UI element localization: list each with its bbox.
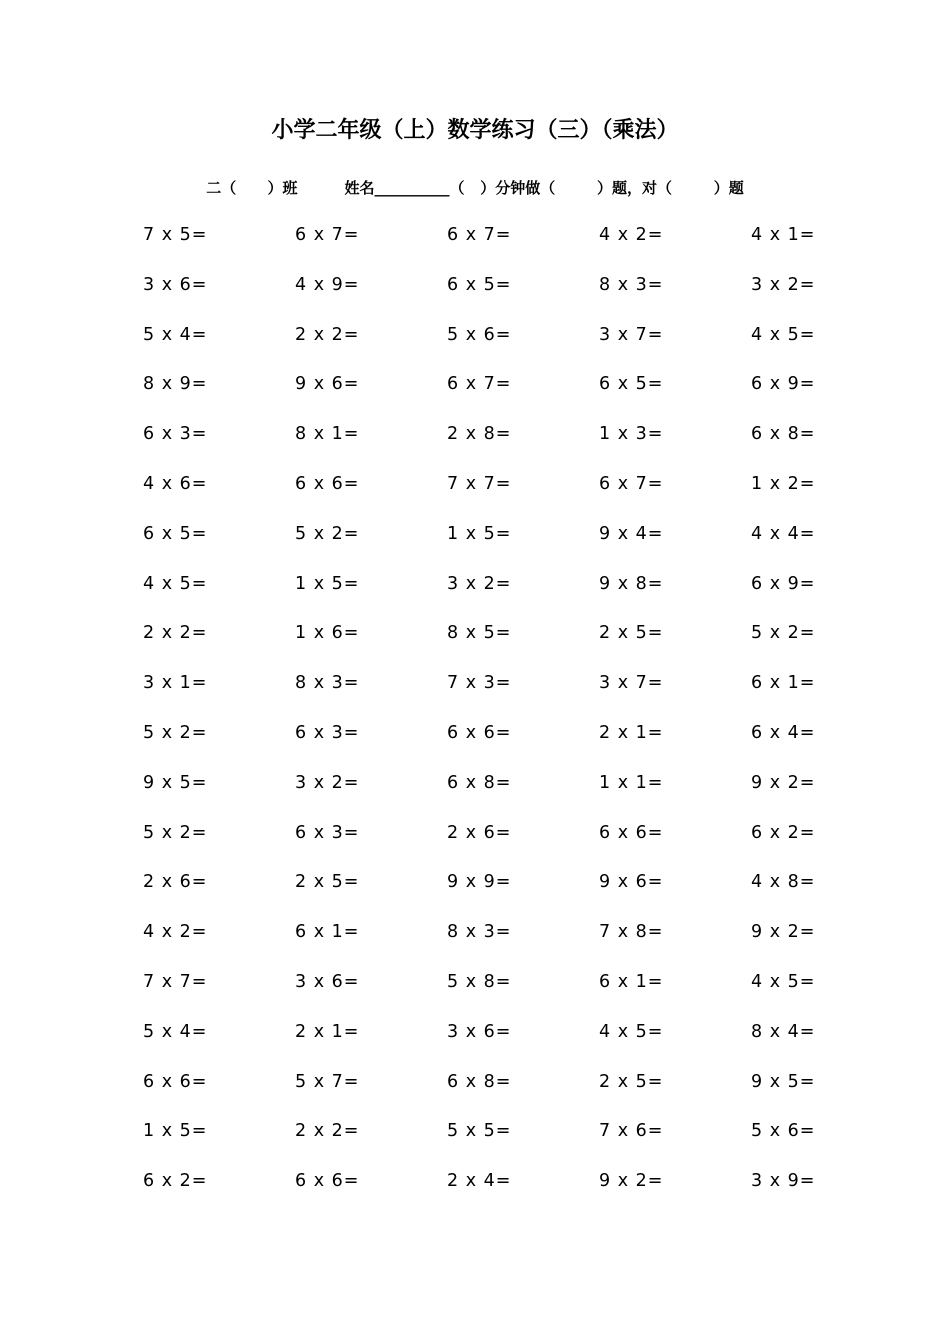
problem-item: 9 x 8= xyxy=(599,573,664,594)
problem-item: 1 x 5= xyxy=(447,523,512,544)
problem-item: 4 x 9= xyxy=(295,274,360,295)
problem-item: 6 x 5= xyxy=(447,274,512,295)
problem-item: 6 x 6= xyxy=(447,722,512,743)
problem-item: 1 x 1= xyxy=(599,772,664,793)
problem-item: 3 x 6= xyxy=(447,1021,512,1042)
problem-item: 5 x 2= xyxy=(295,523,360,544)
problem-item: 2 x 2= xyxy=(295,324,360,345)
problem-item: 7 x 6= xyxy=(599,1121,664,1142)
problem-item: 2 x 1= xyxy=(295,1021,360,1042)
problem-item: 8 x 3= xyxy=(447,922,512,943)
problem-item: 6 x 2= xyxy=(143,1171,208,1192)
problem-item: 5 x 6= xyxy=(751,1121,816,1142)
problem-item: 5 x 7= xyxy=(295,1071,360,1092)
problem-item: 5 x 6= xyxy=(447,324,512,345)
problem-item: 6 x 3= xyxy=(295,722,360,743)
problem-item: 1 x 5= xyxy=(295,573,360,594)
problem-item: 7 x 8= xyxy=(599,922,664,943)
page-title: 小学二年级（上）数学练习（三）（乘法） xyxy=(271,118,679,143)
problem-item: 9 x 6= xyxy=(599,872,664,893)
problem-item: 6 x 1= xyxy=(599,971,664,992)
problem-item: 8 x 3= xyxy=(295,673,360,694)
problem-item: 7 x 3= xyxy=(447,673,512,694)
problem-item: 6 x 9= xyxy=(751,573,816,594)
problem-item: 7 x 5= xyxy=(143,225,208,245)
problem-item: 5 x 2= xyxy=(751,623,816,644)
problem-item: 9 x 6= xyxy=(295,374,360,395)
problem-item: 3 x 6= xyxy=(143,274,208,295)
problem-item: 5 x 2= xyxy=(143,822,208,843)
problem-item: 5 x 5= xyxy=(447,1121,512,1142)
problem-item: 1 x 2= xyxy=(751,473,816,494)
problem-item: 2 x 5= xyxy=(295,872,360,893)
problem-item: 6 x 1= xyxy=(751,673,816,694)
problem-item: 9 x 2= xyxy=(751,772,816,793)
problem-item: 6 x 6= xyxy=(599,822,664,843)
problem-item: 5 x 4= xyxy=(143,1021,208,1042)
problem-item: 6 x 1= xyxy=(295,922,360,943)
problem-item: 4 x 6= xyxy=(143,473,208,494)
problem-item: 2 x 2= xyxy=(295,1121,360,1142)
problem-item: 5 x 4= xyxy=(143,324,208,345)
problem-item: 4 x 8= xyxy=(751,872,816,893)
problem-item: 6 x 7= xyxy=(447,374,512,395)
problem-item: 6 x 5= xyxy=(599,374,664,395)
problem-item: 2 x 6= xyxy=(143,872,208,893)
problem-item: 3 x 7= xyxy=(599,673,664,694)
problem-item: 7 x 7= xyxy=(447,473,512,494)
problem-item: 8 x 1= xyxy=(295,424,360,445)
problem-item: 4 x 2= xyxy=(599,225,664,245)
problem-item: 3 x 7= xyxy=(599,324,664,345)
problem-item: 4 x 5= xyxy=(599,1021,664,1042)
problem-item: 6 x 7= xyxy=(447,225,512,245)
problem-item: 6 x 8= xyxy=(447,772,512,793)
problem-item: 3 x 2= xyxy=(751,274,816,295)
problem-item: 2 x 8= xyxy=(447,424,512,445)
problem-item: 4 x 2= xyxy=(143,922,208,943)
problem-item: 6 x 3= xyxy=(295,822,360,843)
problem-item: 1 x 5= xyxy=(143,1121,208,1142)
problem-item: 8 x 5= xyxy=(447,623,512,644)
problem-item: 5 x 2= xyxy=(143,722,208,743)
problem-grid xyxy=(143,220,903,1216)
problem-item: 4 x 5= xyxy=(751,324,816,345)
problem-item: 6 x 6= xyxy=(295,1171,360,1192)
problem-item: 6 x 8= xyxy=(751,424,816,445)
problem-item: 6 x 7= xyxy=(599,473,664,494)
problem-item: 6 x 3= xyxy=(143,424,208,445)
problem-item: 2 x 4= xyxy=(447,1171,512,1192)
problem-item: 9 x 4= xyxy=(599,523,664,544)
problem-item: 6 x 7= xyxy=(295,225,360,245)
problem-item: 6 x 6= xyxy=(295,473,360,494)
problem-item: 4 x 5= xyxy=(751,971,816,992)
problem-item: 6 x 9= xyxy=(751,374,816,395)
problem-item: 7 x 7= xyxy=(143,971,208,992)
problem-item: 6 x 6= xyxy=(143,1071,208,1092)
problem-item: 4 x 1= xyxy=(751,225,816,245)
problem-item: 1 x 3= xyxy=(599,424,664,445)
student-info-line: 二（ ）班 姓名__________（ ）分钟做（ ）题，对（ ）题 xyxy=(206,179,744,197)
problem-item: 1 x 6= xyxy=(295,623,360,644)
problem-item: 6 x 4= xyxy=(751,722,816,743)
problem-item: 2 x 2= xyxy=(143,623,208,644)
problem-item: 3 x 2= xyxy=(295,772,360,793)
problem-item: 9 x 2= xyxy=(751,922,816,943)
problem-item: 6 x 8= xyxy=(447,1071,512,1092)
problem-item: 3 x 1= xyxy=(143,673,208,694)
problem-item: 9 x 5= xyxy=(143,772,208,793)
problem-item: 8 x 3= xyxy=(599,274,664,295)
problem-item: 6 x 5= xyxy=(143,523,208,544)
problem-item: 2 x 6= xyxy=(447,822,512,843)
problem-item: 3 x 6= xyxy=(295,971,360,992)
problem-item: 2 x 5= xyxy=(599,623,664,644)
problem-item: 4 x 4= xyxy=(751,523,816,544)
problem-item: 2 x 1= xyxy=(599,722,664,743)
problem-item: 5 x 8= xyxy=(447,971,512,992)
problem-item: 6 x 2= xyxy=(751,822,816,843)
problem-item: 2 x 5= xyxy=(599,1071,664,1092)
problem-item: 9 x 9= xyxy=(447,872,512,893)
problem-item: 3 x 2= xyxy=(447,573,512,594)
problem-item: 9 x 5= xyxy=(751,1071,816,1092)
problem-item: 4 x 5= xyxy=(143,573,208,594)
problem-item: 9 x 2= xyxy=(599,1171,664,1192)
problem-item: 8 x 9= xyxy=(143,374,208,395)
problem-item: 3 x 9= xyxy=(751,1171,816,1192)
problem-item: 8 x 4= xyxy=(751,1021,816,1042)
